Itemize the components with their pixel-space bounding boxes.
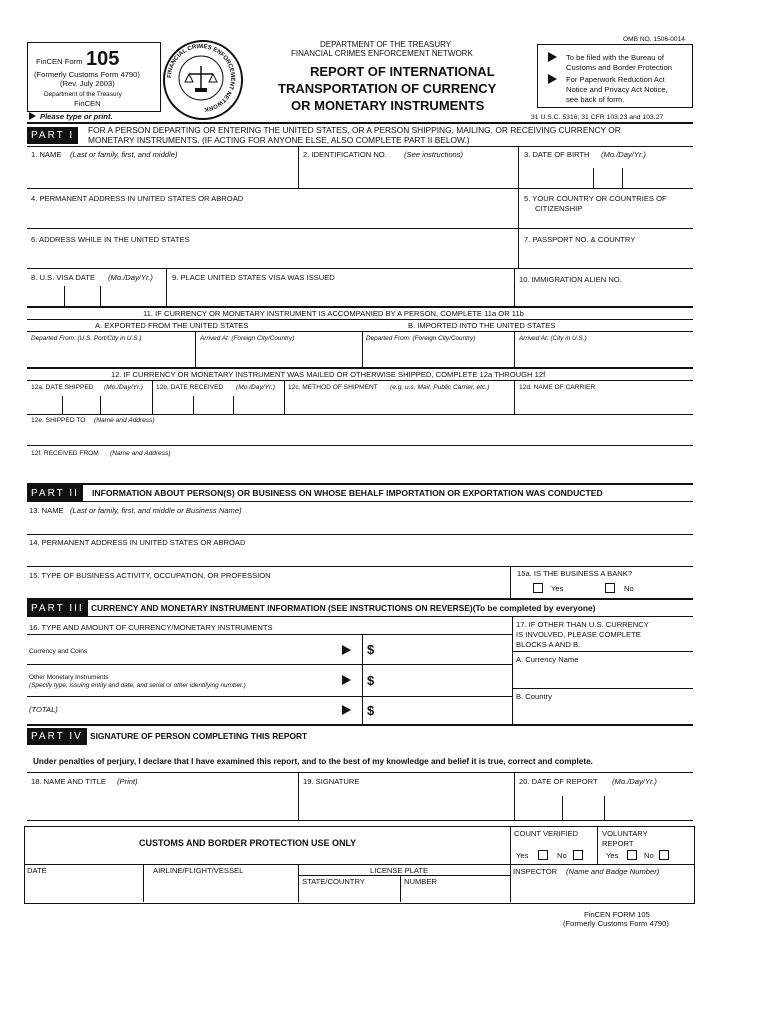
- received-from-input[interactable]: [29, 459, 692, 481]
- permanent-address-input[interactable]: [29, 205, 516, 227]
- field3-label: 3. DATE OF BIRTH: [524, 150, 590, 159]
- field16-label: 16. TYPE AND AMOUNT OF CURRENCY/MONETARY INSTRUMENTS: [29, 623, 273, 632]
- bank-no-label: No: [624, 584, 634, 593]
- footer-line1: FinCEN FORM 105: [584, 910, 650, 919]
- perjury-statement: Under penalties of perjury, I declare that I have examined this report, and to the best of my knowledge and belief it is true, correct and complete.: [33, 757, 593, 766]
- field13-label: 13. NAME: [29, 506, 64, 515]
- field17a-label: A. Currency Name: [516, 655, 579, 664]
- divider: [27, 724, 693, 726]
- divider: [195, 331, 196, 367]
- field5-label: 5. YOUR COUNTRY OR COUNTRIES OF: [524, 194, 667, 203]
- cbp-license-label: LICENSE PLATE: [370, 866, 429, 875]
- divider: [27, 146, 693, 147]
- field17-label-2: IS INVOLVED, PLEASE COMPLETE: [516, 630, 641, 639]
- field7-label: 7. PASSPORT NO. & COUNTRY: [524, 235, 636, 244]
- field12a-hint: (Mo./Day/Yr.): [104, 384, 143, 391]
- divider: [27, 268, 693, 269]
- part1-desc2: MONETARY INSTRUMENTS. (IF ACTING FOR ANYONE ELSE, ALSO COMPLETE PART II BELOW.): [88, 135, 470, 145]
- divider: [27, 501, 693, 502]
- field2-hint: (See instructions): [404, 150, 464, 159]
- svg-text:FINANCIAL CRIMES ENFORCEMENT N: FINANCIAL CRIMES ENFORCEMENT NETWORK: [166, 43, 236, 112]
- divider: [152, 380, 153, 414]
- title-line3: OR MONETARY INSTRUMENTS: [291, 98, 485, 113]
- field18-hint: (Print): [117, 777, 138, 786]
- part3-desc: CURRENCY AND MONETARY INSTRUMENT INFORMATION (SEE INSTRUCTIONS ON REVERSE)(To be completed by everyone): [91, 603, 596, 613]
- field15-label: 15. TYPE OF BUSINESS ACTIVITY, OCCUPATION, OR PROFESSION: [29, 571, 271, 580]
- part4-label: PART IV: [27, 728, 87, 745]
- divider: [27, 634, 512, 635]
- please-arrow-icon: [29, 112, 36, 120]
- field14-label: 14. PERMANENT ADDRESS IN UNITED STATES OR ABROAD: [29, 538, 246, 547]
- divider: [298, 772, 299, 820]
- total-arrow-icon: [342, 705, 351, 715]
- part1-desc1: FOR A PERSON DEPARTING OR ENTERING THE UNITED STATES, OR A PERSON SHIPPING, MAILING, OR RECEIVING CURRENCY OR: [88, 125, 621, 135]
- carrier-name-input[interactable]: [516, 394, 692, 413]
- footer-line2: (Formerly Customs Form 4790): [563, 919, 669, 928]
- field8-hint: (Mo./Day/Yr.): [108, 273, 153, 282]
- part4-desc: SIGNATURE OF PERSON COMPLETING THIS REPORT: [90, 731, 308, 741]
- field11a-label: A. EXPORTED FROM THE UNITED STATES: [95, 321, 249, 330]
- field13-hint: (Last or family, first, and middle or Business Name): [70, 506, 242, 515]
- voluntary-label-1: VOLUNTARY: [602, 829, 648, 838]
- please-type-text: Please type or print.: [40, 112, 113, 121]
- field17-label-1: 17. IF OTHER THAN U.S. CURRENCY: [516, 620, 649, 629]
- divider: [27, 534, 693, 535]
- divider: [27, 319, 693, 320]
- count-yes-checkbox[interactable]: [538, 850, 548, 860]
- divider: [514, 268, 515, 306]
- divider: [284, 380, 285, 414]
- divider: [512, 651, 693, 652]
- divider: [27, 483, 693, 485]
- cbp-title: CUSTOMS AND BORDER PROTECTION USE ONLY: [139, 838, 357, 848]
- field10-label: 10. IMMIGRATION ALIEN NO.: [519, 275, 622, 284]
- field12f-label: 12f. RECEIVED FROM: [31, 450, 99, 457]
- voluntary-yes-checkbox[interactable]: [627, 850, 637, 860]
- count-verified-label: COUNT VERIFIED: [514, 829, 578, 838]
- field12b-hint: (Mo./Day/Yr.): [236, 384, 275, 391]
- form-label: FinCEN Form: [36, 57, 83, 66]
- field4-label: 4. PERMANENT ADDRESS IN UNITED STATES OR ABROAD: [31, 194, 244, 203]
- field20-label: 20. DATE OF REPORT: [519, 777, 598, 786]
- departed-foreign-label: Departed From: (Foreign City/Country): [366, 335, 476, 342]
- shipment-method-input[interactable]: [286, 394, 512, 413]
- field8-label: 8. U.S. VISA DATE: [31, 273, 96, 282]
- visa-place-input[interactable]: [168, 284, 512, 305]
- divider: [27, 306, 693, 308]
- total-amount-input[interactable]: [380, 699, 510, 723]
- bank-no-checkbox[interactable]: [605, 583, 615, 593]
- field12e-hint: (Name and Address): [94, 417, 155, 424]
- field17b-label: B. Country: [516, 692, 552, 701]
- divider: [298, 864, 299, 902]
- field19-label: 19. SIGNATURE: [303, 777, 360, 786]
- divider: [27, 414, 693, 415]
- divider: [518, 146, 519, 188]
- divider: [27, 616, 693, 617]
- field5-label-2: CITIZENSHIP: [535, 204, 583, 213]
- alien-no-input[interactable]: [516, 286, 692, 305]
- divider: [27, 820, 693, 821]
- field6-label: 6. ADDRESS WHILE IN THE UNITED STATES: [31, 235, 190, 244]
- divider: [27, 664, 512, 665]
- notice1a: To be filed with the Bureau of: [566, 53, 664, 62]
- notice-arrow-icon: [548, 52, 557, 62]
- part2-desc: INFORMATION ABOUT PERSON(S) OR BUSINESS ON WHOSE BEHALF IMPORTATION OR EXPORTATION WAS CONDUCTED: [92, 488, 603, 498]
- divider: [514, 331, 515, 367]
- notice1b: Customs and Border Protection: [566, 63, 672, 72]
- cbp-inspector-label: INSPECTOR: [513, 867, 558, 876]
- notice-arrow-icon-2: [548, 74, 557, 84]
- currency-coins-label: Currency and Coins: [29, 648, 88, 655]
- treasury-seal-logo: [163, 40, 243, 120]
- divider: [27, 228, 693, 229]
- signature-input[interactable]: [300, 788, 512, 819]
- report-date-input[interactable]: [516, 788, 692, 819]
- behalf-address-input[interactable]: [29, 548, 692, 565]
- divider: [518, 228, 519, 268]
- date-received-input[interactable]: [154, 394, 282, 413]
- voluntary-no-checkbox[interactable]: [659, 850, 669, 860]
- divider: [362, 331, 363, 367]
- part2-label: PART II: [27, 485, 83, 502]
- field1-hint: (Last or family, first, and middle): [70, 150, 178, 159]
- other-dollar: $: [367, 673, 375, 688]
- title-line1: REPORT OF INTERNATIONAL: [310, 64, 495, 79]
- fincen-text: FinCEN: [74, 99, 101, 108]
- field12c-hint: (e.g. u.s. Mail, Public Carrier, etc.): [390, 384, 490, 391]
- field3-hint: (Mo./Day/Yr.): [601, 150, 646, 159]
- us-address-input[interactable]: [29, 246, 516, 267]
- usc-citation: 31 U.S.C. 5316; 31 CFR 103.23 and 103.27: [531, 114, 664, 121]
- divider: [298, 875, 510, 876]
- field11b-label: B. IMPORTED INTO THE UNITED STATES: [408, 321, 556, 330]
- divider: [27, 566, 693, 567]
- field9-label: 9. PLACE UNITED STATES VISA WAS ISSUED: [172, 273, 335, 282]
- field15a-label: 15a. IS THE BUSINESS A BANK?: [517, 569, 633, 578]
- divider: [510, 566, 511, 598]
- part3-label: PART III: [27, 600, 88, 617]
- field2-label: 2. IDENTIFICATION NO.: [303, 150, 387, 159]
- arrived-foreign-label: Arrived At: (Foreign City/Country): [200, 335, 295, 342]
- business-type-input[interactable]: [29, 581, 507, 597]
- arrived-foreign-input[interactable]: [197, 344, 360, 366]
- divider: [514, 380, 515, 414]
- divider: [597, 826, 598, 864]
- divider: [27, 445, 693, 446]
- count-no-checkbox[interactable]: [573, 850, 583, 860]
- departed-us-label: Departed From: (U.S. Port/City in U.S.): [31, 335, 142, 342]
- title-line2: TRANSPORTATION OF CURRENCY: [278, 81, 497, 96]
- visa-date-input[interactable]: [29, 284, 164, 305]
- voluntary-yes-label: Yes: [606, 851, 619, 860]
- currency-name-input[interactable]: [514, 666, 692, 686]
- divider: [27, 772, 693, 773]
- divider: [143, 864, 144, 902]
- behalf-name-input[interactable]: [29, 516, 692, 533]
- field1-label: 1. NAME: [31, 150, 62, 159]
- name-input[interactable]: [29, 160, 295, 186]
- field12-label: 12. IF CURRENCY OR MONETARY INSTRUMENT WAS MAILED OR OTHERWISE SHIPPED, COMPLETE 12a THROUGH 12f: [111, 370, 546, 379]
- arrived-us-input[interactable]: [516, 344, 692, 366]
- formerly-text: (Formerly Customs Form 4790): [34, 70, 140, 79]
- part1-label: PART I: [27, 127, 78, 144]
- notice2c: see back of form.: [566, 95, 625, 104]
- id-input[interactable]: [300, 160, 516, 186]
- divider: [298, 146, 299, 188]
- field20-hint: (Mo./Day/Yr.): [612, 777, 657, 786]
- total-label: (TOTAL): [29, 705, 58, 714]
- passport-input[interactable]: [520, 246, 692, 267]
- field11-label: 11. IF CURRENCY OR MONETARY INSTRUMENT IS ACCOMPANIED BY A PERSON, COMPLETE 11a OR 11b: [143, 309, 524, 318]
- voluntary-label-2: REPORT: [602, 839, 634, 848]
- field12c-label: 12c. METHOD OF SHIPMENT: [288, 384, 378, 391]
- currency-dollar: $: [367, 642, 375, 657]
- departed-foreign-input[interactable]: [364, 344, 512, 366]
- notice2b: Notice and Privacy Act Notice,: [566, 85, 668, 94]
- count-no-label: No: [557, 851, 567, 860]
- divider: [24, 864, 694, 865]
- voluntary-no-label: No: [644, 851, 654, 860]
- other-instruments-label: Other Monetary Instruments: [29, 674, 109, 681]
- field12d-label: 12d. NAME OF CARRIER: [519, 384, 596, 391]
- shipped-to-input[interactable]: [29, 426, 692, 444]
- omb-number: OMB NO. 1506-0014: [623, 36, 685, 43]
- rev-text: (Rev. July 2003): [60, 79, 115, 88]
- currency-amount-input[interactable]: [380, 638, 510, 661]
- divider: [512, 616, 513, 724]
- divider: [362, 634, 363, 724]
- field17-label-3: BLOCKS A AND B.: [516, 640, 581, 649]
- currency-arrow-icon: [342, 645, 351, 655]
- field12e-label: 12e. SHIPPED TO: [31, 417, 86, 424]
- field12b-label: 12b. DATE RECEIVED: [156, 384, 224, 391]
- divider: [400, 875, 401, 902]
- departed-us-input[interactable]: [29, 344, 193, 366]
- divider: [27, 122, 693, 124]
- field12a-label: 12a. DATE SHIPPED: [31, 384, 94, 391]
- divider: [514, 772, 515, 820]
- name-title-input[interactable]: [29, 788, 295, 819]
- cbp-inspector-hint: (Name and Badge Number): [566, 867, 660, 876]
- divider: [27, 188, 693, 189]
- notice2a: For Paperwork Reduction Act: [566, 75, 665, 84]
- agency-line1: DEPARTMENT OF THE TREASURY: [320, 40, 452, 49]
- bank-yes-label: Yes: [551, 584, 564, 593]
- divider: [27, 331, 693, 332]
- divider: [512, 688, 693, 689]
- cbp-state-label: STATE/COUNTRY: [302, 877, 365, 886]
- cbp-airline-label: AIRLINE/FLIGHT/VESSEL: [153, 866, 244, 875]
- count-yes-label: Yes: [516, 851, 529, 860]
- form-number: 105: [86, 48, 120, 70]
- total-dollar: $: [367, 703, 375, 718]
- divider: [518, 188, 519, 228]
- divider: [27, 367, 693, 369]
- dept-text: Department of the Treasury: [44, 91, 122, 98]
- other-instruments-hint: (Specify type, issuing entity and date, and serial or other identifying number.): [29, 682, 246, 689]
- dob-input[interactable]: [520, 160, 692, 186]
- other-amount-input[interactable]: [380, 668, 510, 693]
- citizenship-input[interactable]: [520, 214, 692, 227]
- cbp-box: [24, 826, 695, 904]
- bank-yes-checkbox[interactable]: [533, 583, 543, 593]
- date-shipped-input[interactable]: [29, 394, 150, 413]
- cbp-number-label: NUMBER: [404, 877, 437, 886]
- cbp-date-label: DATE: [27, 866, 47, 875]
- divider: [27, 598, 693, 600]
- other-arrow-icon: [342, 675, 351, 685]
- field12f-hint: (Name and Address): [110, 450, 171, 457]
- country-input[interactable]: [514, 703, 692, 723]
- arrived-us-label: Arrived At: (City in U.S.): [519, 335, 587, 342]
- agency-line2: FINANCIAL CRIMES ENFORCEMENT NETWORK: [291, 49, 473, 58]
- divider: [27, 380, 693, 381]
- divider: [166, 268, 167, 306]
- field18-label: 18. NAME AND TITLE: [31, 777, 106, 786]
- divider: [27, 696, 512, 697]
